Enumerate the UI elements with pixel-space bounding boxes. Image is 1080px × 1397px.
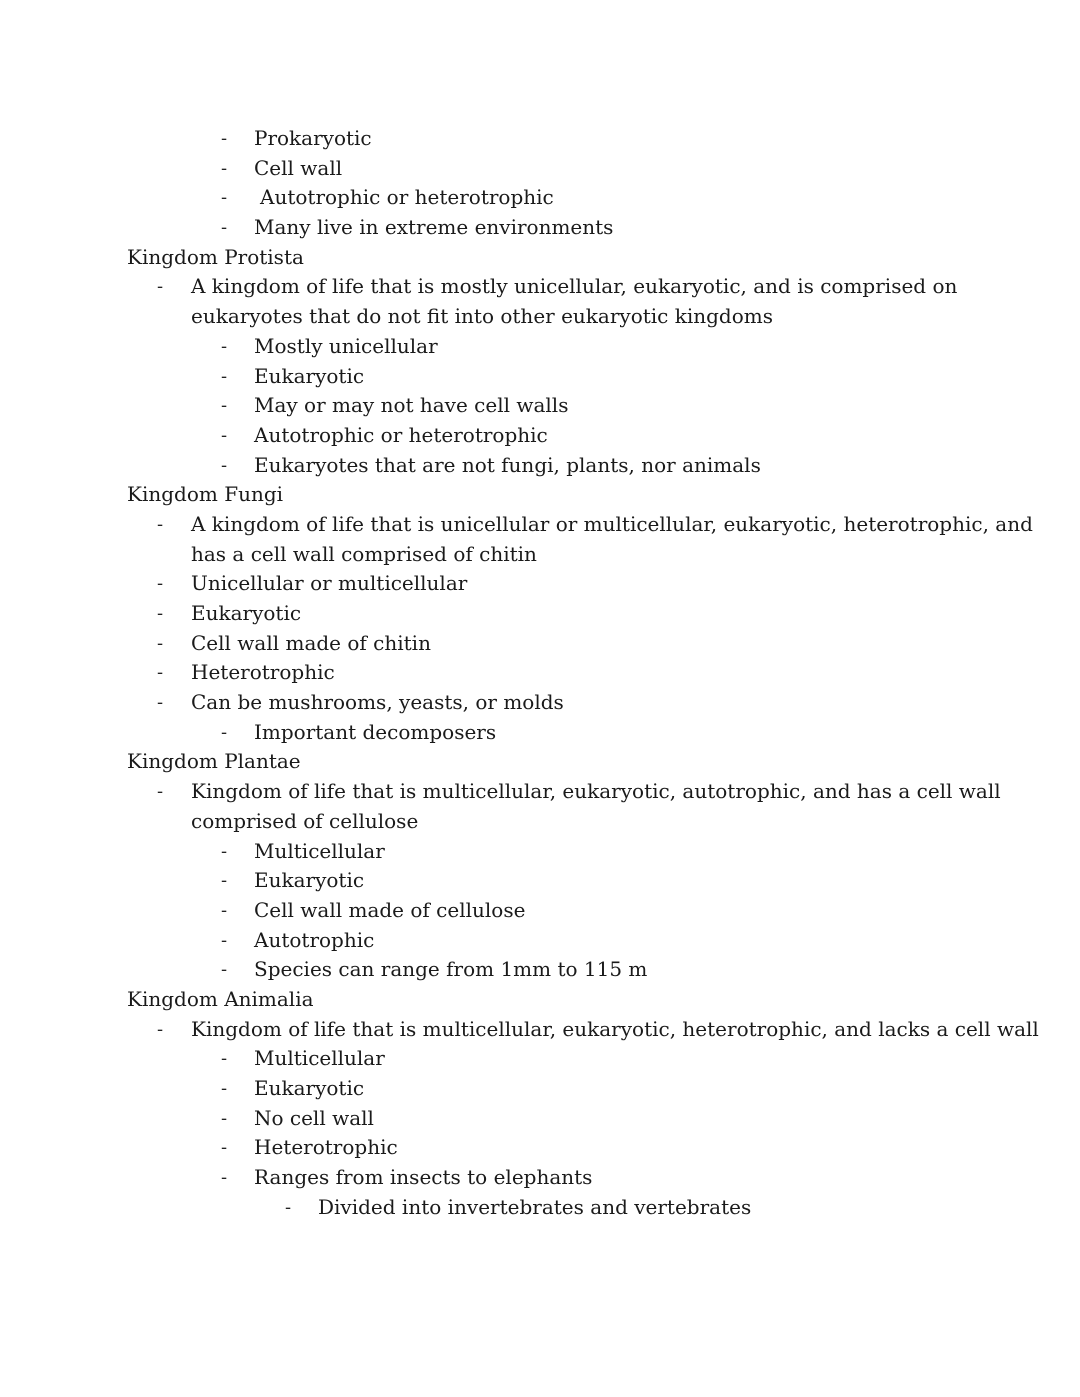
list-item [0,510,1080,540]
list-item [0,629,1080,659]
bullet-dash: - [157,513,164,535]
list-item [0,926,1080,956]
item-text: has a cell wall comprised of chitin [191,541,537,566]
list-item [0,777,1080,807]
item-text: Eukaryotes that are not fungi, plants, nor animals [254,452,761,477]
heading-text: Kingdom Animalia [127,986,314,1011]
bullet-dash: - [157,632,164,654]
list-item [0,718,1080,748]
item-text: Cell wall made of chitin [191,630,431,655]
bullet-dash: - [221,959,228,981]
list-item [0,688,1080,718]
item-text: Important decomposers [254,719,497,744]
bullet-dash: - [221,1137,228,1159]
item-text: Kingdom of life that is multicellular, eukaryotic, heterotrophic, and lacks a cell wall [191,1016,1039,1041]
item-text: A kingdom of life that is mostly unicellular, eukaryotic, and is comprised on [191,274,958,299]
bullet-dash: - [221,870,228,892]
item-text: Cell wall [254,155,343,180]
bullet-dash: - [221,840,228,862]
bullet-dash: - [157,781,164,803]
list-item [0,1044,1080,1074]
heading-text: Kingdom Protista [127,244,304,269]
item-text: Prokaryotic [254,126,372,150]
item-text: Cell wall made of cellulose [254,897,526,922]
item-text: Eukaryotic [254,363,365,388]
item-text: Eukaryotic [254,1076,365,1100]
list-item [0,540,1080,570]
list-item [0,599,1080,629]
item-text: Many live in extreme environments [254,215,614,240]
item-text: Autotrophic or heterotrophic [254,422,548,447]
bullet-dash: - [221,1078,228,1099]
list-item [0,807,1080,837]
list-item [0,451,1080,481]
heading-text: Kingdom Plantae [127,749,301,774]
item-text: comprised of cellulose [191,808,419,833]
list-item [0,1133,1080,1163]
list-item [0,955,1080,985]
list-item [0,183,1080,213]
section-heading [0,985,1080,1015]
section-heading [0,243,1080,273]
list-item [0,332,1080,362]
heading-text: Kingdom Fungi [127,482,284,507]
bullet-dash: - [221,128,228,149]
list-item [0,421,1080,451]
document-body [0,124,1080,1222]
list-item [0,1163,1080,1193]
item-text: Species can range from 1mm to 115 m [254,957,648,982]
item-text: eukaryotes that do not fit into other eukaryotic kingdoms [191,304,773,329]
item-text: Unicellular or multicellular [191,571,468,596]
bullet-dash: - [221,157,228,179]
item-text: Multicellular [254,838,385,863]
bullet-dash: - [157,692,164,714]
bullet-dash: - [221,365,228,387]
list-item [0,837,1080,867]
list-item [0,569,1080,599]
item-text: Eukaryotic [191,601,302,625]
item-text: May or may not have cell walls [254,393,569,418]
list-item [0,866,1080,896]
list-item [0,896,1080,926]
list-item [0,1015,1080,1045]
bullet-dash: - [221,335,228,357]
item-text: Heterotrophic [191,660,335,685]
item-text: No cell wall [254,1105,374,1130]
item-text: A kingdom of life that is unicellular or multicellular, eukaryotic, heterotrophic, and [191,511,1033,536]
list-item [0,154,1080,184]
bullet-dash: - [157,573,164,595]
list-item [0,658,1080,688]
list-item [0,362,1080,392]
item-text: Can be mushrooms, yeasts, or molds [191,690,564,715]
bullet-dash: - [221,217,228,239]
section-heading [0,747,1080,777]
list-item [0,272,1080,302]
bullet-dash: - [221,899,228,921]
bullet-dash: - [221,454,228,476]
item-text: Ranges from insects to elephants [254,1165,593,1190]
item-text: Kingdom of life that is multicellular, eukaryotic, autotrophic, and has a cell wall [191,779,1001,804]
item-text: Heterotrophic [254,1135,398,1160]
list-item [0,302,1080,332]
item-text: Divided into invertebrates and vertebrates [318,1194,752,1219]
bullet-dash: - [221,187,228,209]
item-text: Autotrophic [254,927,375,952]
bullet-dash: - [157,603,164,624]
list-item [0,1193,1080,1223]
item-text: Multicellular [254,1046,385,1071]
list-item [0,1104,1080,1134]
bullet-dash: - [285,1196,292,1218]
item-text: Mostly unicellular [254,333,438,358]
item-text: Autotrophic or heterotrophic [260,185,554,210]
list-item [0,1074,1080,1104]
bullet-dash: - [221,721,228,743]
section-heading [0,480,1080,510]
bullet-dash: - [221,395,228,417]
list-item [0,391,1080,421]
bullet-dash: - [221,1167,228,1189]
list-item [0,124,1080,154]
bullet-dash: - [157,276,164,298]
bullet-dash: - [221,1107,228,1129]
bullet-dash: - [157,662,164,684]
bullet-dash: - [157,1018,164,1040]
list-item [0,213,1080,243]
bullet-dash: - [221,929,228,951]
item-text: Eukaryotic [254,868,365,893]
bullet-dash: - [221,424,228,446]
bullet-dash: - [221,1048,228,1070]
